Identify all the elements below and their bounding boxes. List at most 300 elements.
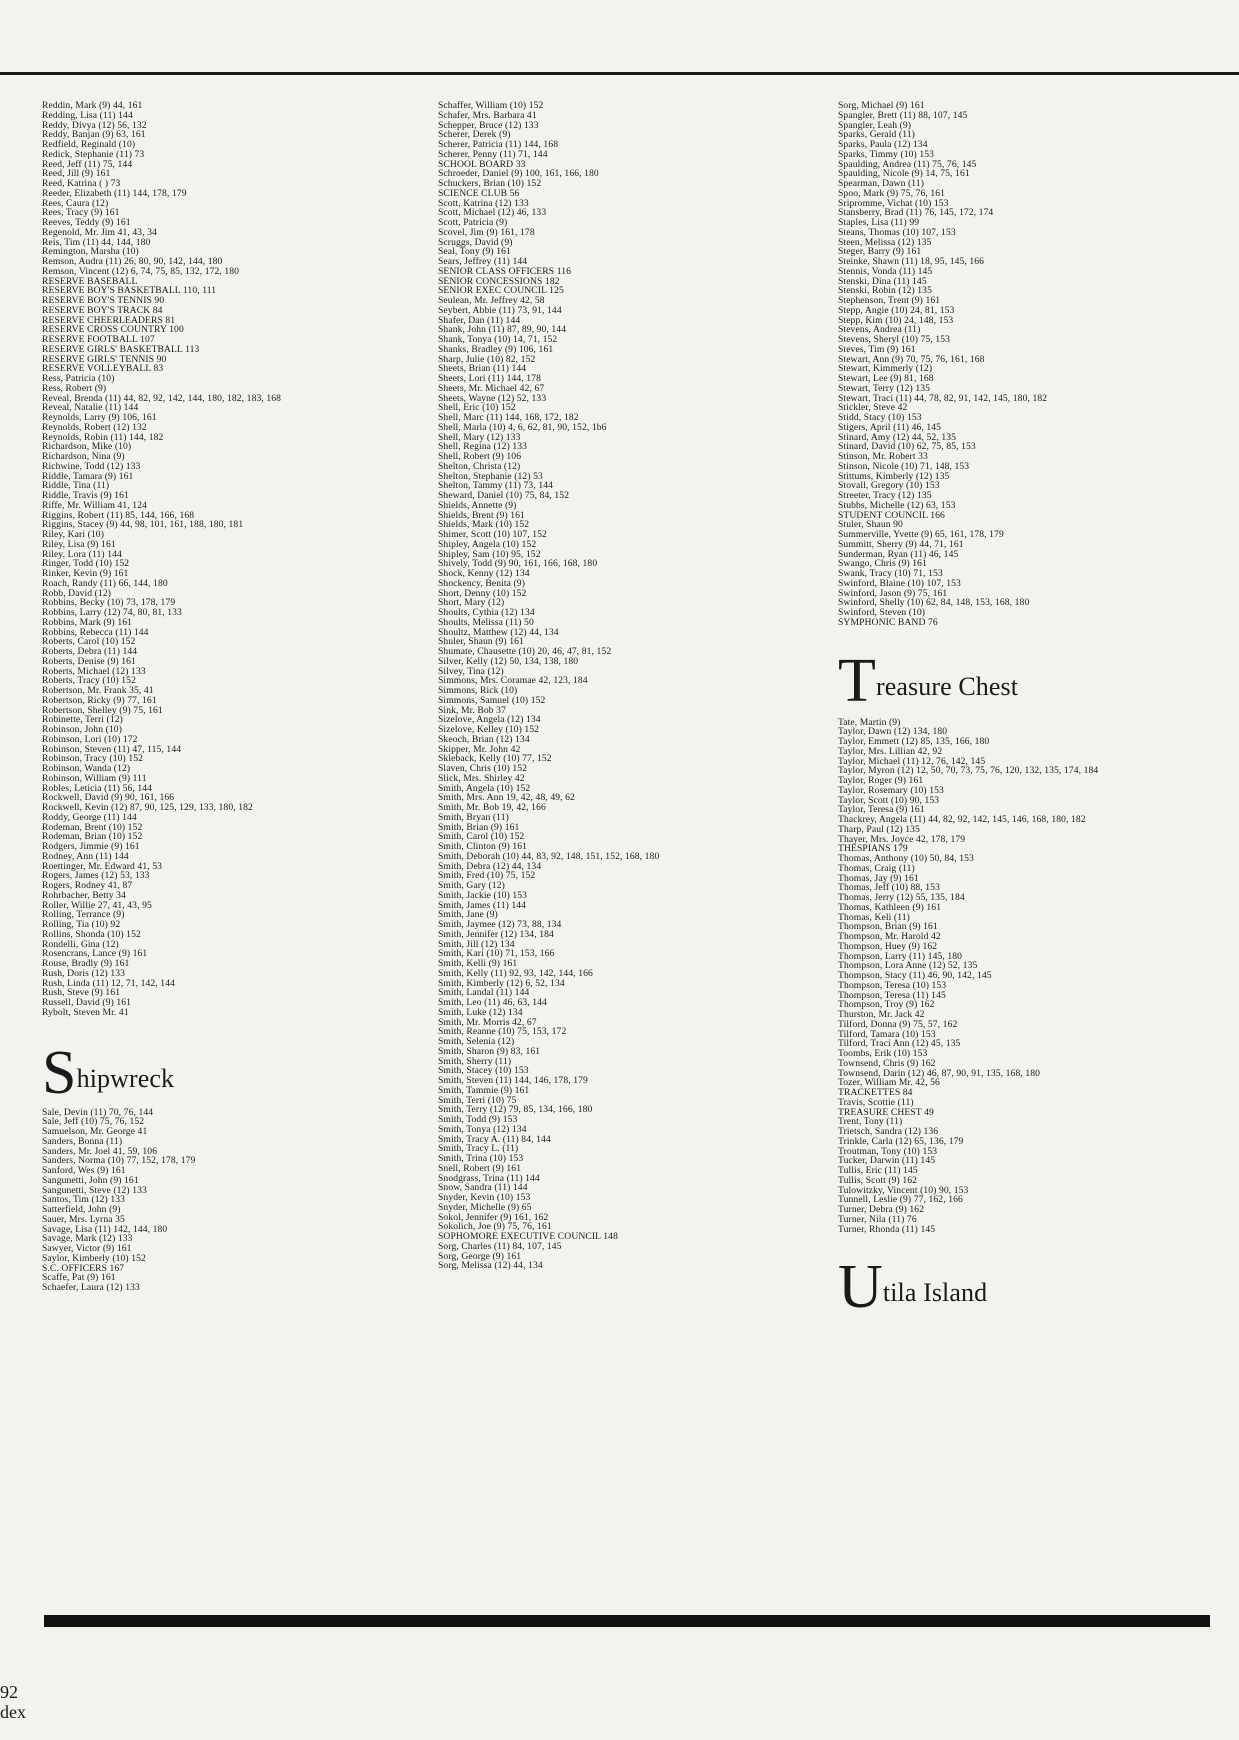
index-entry: Shell, Robert (9) 106	[438, 451, 522, 462]
index-entry: SENIOR EXEC COUNCIL 125	[438, 285, 564, 297]
index-entry: Savage, Mark (12) 133	[42, 1233, 133, 1245]
entry-list-r	[42, 101, 432, 1018]
index-entry: Stigers, April (11) 46, 145	[838, 421, 942, 433]
index-entry: Robbins, Larry (12) 74, 80, 81, 133	[42, 607, 182, 618]
index-entry: Richardson, Nina (9)	[42, 451, 125, 462]
index-entry: Sale, Devin (11) 70, 76, 144	[42, 1106, 154, 1118]
index-entry: Spangler, Brett (11) 88, 107, 145	[838, 109, 968, 121]
index-entry: Thomas, Jeff (10) 88, 153	[838, 882, 940, 894]
index-entry: Riggins, Stacey (9) 44, 98, 101, 161, 188, 180, 181	[42, 519, 244, 531]
index-entry: Stansberry, Brad (11) 76, 145, 172, 174	[838, 207, 994, 219]
index-entry: Seal, Tony (9) 161	[438, 246, 511, 258]
section-heading-shipwreck	[42, 1038, 432, 1107]
index-entry: Trietsch, Sandra (12) 136	[838, 1126, 939, 1137]
index-entry: Robinson, Wanda (12)	[42, 763, 131, 774]
index-entry: Thompson, Brian (9) 161	[838, 921, 938, 933]
index-entry: Shoultz, Matthew (12) 44, 134	[438, 626, 559, 638]
index-entry: Thompson, Lora Anne (12) 52, 135	[838, 960, 978, 972]
index-entry: Rush, Doris (12) 133	[42, 967, 126, 979]
index-entry: Robles, Leticia (11) 56, 144	[42, 782, 153, 794]
index-entry: Smith, Selenia (12)	[438, 1036, 515, 1047]
index-entry: Ress, Patricia (10)	[42, 373, 115, 384]
index-entry: Smith, Tammie (9) 161	[438, 1084, 530, 1096]
index-entry: Simmons, Mrs. Coramae 42, 123, 184	[438, 675, 588, 687]
index-entry: Sauer, Mrs. Lyrna 35	[42, 1213, 125, 1225]
index-entry: Stepp, Kim (10) 24, 148, 153	[838, 314, 954, 326]
index-entry: Sink, Mr. Bob 37	[438, 704, 506, 716]
index-entry: Slick, Mrs. Shirley 42	[438, 772, 525, 784]
index-entry: Riddle, Tamara (9) 161	[42, 470, 134, 482]
index-entry: Rush, Steve (9) 161	[42, 987, 121, 999]
index-entry: Swinford, Shelly (10) 62, 84, 148, 153, 168, 180	[838, 597, 1030, 609]
index-entry: Stidd, Stacy (10) 153	[838, 412, 922, 423]
index-entry: Rogers, Rodney 41, 87	[42, 880, 133, 891]
index-entry: Stickler, Steve 42	[838, 402, 908, 414]
index-entry: Shields, Brent (9) 161	[438, 509, 525, 521]
index-column-3	[838, 101, 1233, 1322]
index-entry: Sheward, Daniel (10) 75, 84, 152	[438, 490, 570, 501]
index-entry: Schafer, Mrs. Barbara 41	[438, 109, 537, 121]
index-entry: RESERVE VOLLEYBALL 83	[42, 363, 164, 375]
index-entry: Summerville, Yvette (9) 65, 161, 178, 179	[838, 529, 1004, 540]
index-entry: Smith, Jackie (10) 153	[438, 889, 528, 901]
index-entry: Staples, Lisa (11) 99	[838, 217, 920, 228]
index-entry: Shelton, Stephanie (12) 53	[438, 470, 543, 482]
index-entry: Stennis, Vonda (11) 145	[838, 265, 933, 277]
index-entry: Remson, Vincent (12) 6, 74, 75, 85, 132, 172, 180	[42, 265, 240, 277]
index-entry: Sheets, Brian (11) 144	[438, 363, 527, 375]
index-entry: Stephenson, Trent (9) 161	[838, 295, 941, 306]
index-entry: Sizelove, Angela (12) 134	[438, 714, 541, 726]
index-entry: RESERVE BOY'S BASKETBALL 110, 111	[42, 285, 217, 297]
heading-initial: U	[838, 1253, 883, 1322]
index-entry: Smith, Terry (12) 79, 85, 134, 166, 180	[438, 1104, 593, 1116]
index-entry: Thomas, Anthony (10) 50, 84, 153	[838, 853, 974, 864]
index-entry: Shafer, Dan (11) 144	[438, 314, 521, 326]
index-entry: Robinson, Steven (11) 47, 115, 144	[42, 743, 182, 755]
index-entry: Smith, Clinton (9) 161	[438, 841, 528, 852]
index-entry: Ress, Robert (9)	[42, 382, 107, 394]
index-entry: Snodgrass, Trina (11) 144	[438, 1172, 540, 1184]
index-entry: Sanford, Wes (9) 161	[42, 1165, 126, 1176]
index-entry: SOPHOMORE EXECUTIVE COUNCIL 148	[438, 1231, 618, 1242]
index-entry: Shelton, Tammy (11) 73, 144	[438, 480, 554, 492]
index-entry: Robb, David (12)	[42, 587, 112, 599]
index-entry: Short, Mary (12)	[438, 597, 505, 609]
index-entry: Schaefer, Laura (12) 133	[42, 1282, 140, 1293]
index-entry: Turner, Rhonda (11) 145	[838, 1223, 936, 1235]
index-entry: Shell, Mary (12) 133	[438, 431, 521, 443]
index-entry: Scruggs, David (9)	[438, 236, 513, 248]
index-entry: S.C. OFFICERS 167	[42, 1262, 125, 1274]
index-entry: RESERVE GIRLS' TENNIS 90	[42, 353, 167, 365]
index-entry: Sanders, Norma (10) 77, 152, 178, 179	[42, 1155, 196, 1167]
index-entry: Taylor, Mrs. Lillian 42, 92	[838, 745, 943, 757]
index-entry: Robinson, Lori (10) 172	[42, 733, 138, 745]
index-entry: Smith, Bryan (11)	[438, 811, 509, 823]
index-entry: Spaulding, Nicole (9) 14, 75, 161	[838, 168, 970, 180]
index-entry: Silvey, Tina (12)	[438, 665, 504, 677]
index-entry: Stewart, Lee (9) 81, 168	[838, 373, 934, 384]
index-entry: Silver, Kelly (12) 50, 134, 138, 180	[438, 655, 579, 667]
index-entry: Swank, Tracy (10) 71, 153	[838, 568, 943, 579]
index-entry: SCIENCE CLUB 56	[438, 187, 520, 199]
index-entry: Roach, Randy (11) 66, 144, 180	[42, 577, 168, 589]
index-entry: Smith, Carol (10) 152	[438, 831, 525, 843]
index-entry: RESERVE GIRLS' BASKETBALL 113	[42, 343, 200, 355]
index-entry: Scovel, Jim (9) 161, 178	[438, 226, 535, 238]
index-entry: Roberts, Carol (10) 152	[42, 636, 136, 648]
index-entry: Tharp, Paul (12) 135	[838, 823, 920, 835]
index-entry: Rees, Caura (12)	[42, 197, 109, 209]
index-entry: RESERVE BOY'S TENNIS 90	[42, 295, 165, 306]
index-entry: Seybert, Abbie (11) 73, 91, 144	[438, 304, 562, 316]
index-entry: Rush, Linda (11) 12, 71, 142, 144	[42, 977, 175, 989]
index-entry: Thompson, Stacy (11) 46, 90, 142, 145	[838, 970, 992, 981]
index-entry: Snyder, Kevin (10) 153	[438, 1192, 531, 1203]
index-entry: Short, Denny (10) 152	[438, 587, 527, 599]
index-entry: Rolling, Terrance (9)	[42, 909, 125, 921]
index-entry: Shelton, Christa (12)	[438, 460, 521, 472]
index-entry: Smith, Brian (9) 161	[438, 821, 520, 833]
section-heading-treasure-chest	[838, 646, 1233, 715]
bottom-rule	[44, 1615, 1210, 1627]
index-entry: Snyder, Michelle (9) 65	[438, 1201, 532, 1213]
index-entry: Sorg, Charles (11) 84, 107, 145	[438, 1240, 562, 1252]
index-entry: Shimer, Scott (10) 107, 152	[438, 529, 547, 540]
index-entry: Thomas, Keli (11)	[838, 911, 910, 923]
index-entry: Thompson, Larry (11) 145, 180	[838, 950, 963, 962]
index-entry: Stinson, Mr. Robert 33	[838, 451, 928, 462]
index-entry: Scott, Michael (12) 46, 133	[438, 207, 547, 219]
section-heading-utila-island	[838, 1253, 1233, 1322]
index-entry: Swinford, Blaine (10) 107, 153	[838, 577, 961, 589]
index-entry: Roberts, Michael (12) 133	[42, 665, 146, 677]
index-entry: Smith, Landal (11) 144	[438, 987, 530, 999]
index-entry: Sawyer, Victor (9) 161	[42, 1243, 132, 1254]
index-entry: Rodney, Ann (11) 144	[42, 850, 129, 862]
index-entry: Smith, Kari (10) 71, 153, 166	[438, 948, 555, 960]
index-entry: Reed, Jill (9) 161	[42, 168, 111, 180]
index-entry: Trinkle, Carla (12) 65, 136, 179	[838, 1135, 964, 1147]
index-entry: Steans, Thomas (10) 107, 153	[838, 226, 956, 238]
index-entry: Smith, Stacey (10) 153	[438, 1065, 529, 1077]
index-entry: Redfield, Reginald (10)	[42, 139, 136, 150]
index-entry: Smith, Sharon (9) 83, 161	[438, 1045, 541, 1057]
index-entry: Scherer, Patricia (11) 144, 168	[438, 139, 559, 150]
index-entry: Swango, Chris (9) 161	[838, 558, 927, 570]
index-entry: Stewart, Terry (12) 135	[838, 382, 931, 394]
index-entry: Thayer, Mrs. Joyce 42, 178, 179	[838, 833, 966, 845]
index-entry: Taylor, Roger (9) 161	[838, 775, 924, 786]
index-entry: Rybolt, Steven Mr. 41	[42, 1006, 129, 1018]
index-entry: Reddy, Banjan (9) 63, 161	[42, 129, 146, 141]
index-entry: Smith, Deborah (10) 44, 83, 92, 148, 151, 152, 168, 180	[438, 850, 660, 862]
index-entry: Thompson, Mr. Harold 42	[838, 931, 941, 942]
top-rule	[0, 72, 1239, 75]
entry-list-s	[42, 1108, 432, 1293]
index-entry: Roberts, Debra (11) 144	[42, 646, 138, 657]
index-entry: Roddy, George (11) 144	[42, 811, 137, 823]
index-entry: Shoults, Cythia (12) 134	[438, 607, 535, 618]
index-entry: Shanks, Bradley (9) 106, 161	[438, 343, 554, 355]
index-entry: Skleback, Kelly (10) 77, 152	[438, 753, 552, 765]
index-entry: SYMPHONIC BAND 76	[838, 616, 938, 628]
index-entry: Smith, Fred (10) 75, 152	[438, 870, 536, 882]
index-entry: Simmons, Rick (10)	[438, 685, 518, 696]
index-entry: Sheets, Mr. Michael 42, 67	[438, 382, 545, 394]
index-entry: Thompson, Huey (9) 162	[838, 940, 938, 952]
index-entry: Redding, Lisa (11) 144	[42, 109, 133, 121]
index-entry: Satterfield, John (9)	[42, 1204, 121, 1215]
index-entry: Streeter, Tracy (12) 135	[838, 490, 932, 501]
index-entry: Shipley, Angela (10) 152	[438, 538, 537, 550]
index-entry: Thompson, Teresa (11) 145	[838, 989, 946, 1001]
index-entry: Rohrbacher, Betty 34	[42, 889, 126, 901]
index-entry: Ringer, Todd (10) 152	[42, 558, 130, 570]
index-entry: Robinson, Tracy (10) 152	[42, 753, 144, 765]
index-entry: Savage, Lisa (11) 142, 144, 180	[42, 1223, 168, 1235]
index-entry: Shields, Annette (9)	[438, 499, 517, 511]
index-entry: Scott, Katrina (12) 133	[438, 197, 529, 209]
index-entry: Smith, Jill (12) 134	[438, 938, 515, 950]
index-entry: Remington, Marsha (10)	[42, 246, 139, 258]
index-entry: Redick, Stephanie (11) 73	[42, 148, 145, 160]
index-entry: Russell, David (9) 161	[42, 997, 132, 1008]
heading-initial: T	[838, 646, 876, 715]
index-entry: Shank, Tonya (10) 14, 71, 152	[438, 334, 558, 345]
index-entry: Thomas, Jerry (12) 55, 135, 184	[838, 892, 965, 903]
index-entry: Rouse, Bradly (9) 161	[42, 958, 130, 969]
index-entry: Tullis, Scott (9) 162	[838, 1174, 918, 1186]
index-entry: Smith, Leo (11) 46, 63, 144	[438, 997, 547, 1008]
index-entry: Reynolds, Larry (9) 106, 161	[42, 412, 157, 423]
index-entry: Stewart, Ann (9) 70, 75, 76, 161, 168	[838, 353, 985, 365]
index-entry: Robinson, William (9) 111	[42, 772, 147, 784]
index-entry: Shell, Marc (11) 144, 168, 172, 182	[438, 412, 579, 423]
index-entry: Tozer, William Mr. 42, 56	[838, 1077, 940, 1089]
index-entry: Smith, Tracy L. (11)	[438, 1143, 519, 1155]
index-entry: Spearman, Dawn (11)	[838, 178, 924, 189]
index-entry: Sheets, Lori (11) 144, 178	[438, 373, 541, 384]
index-entry: Smith, Kelly (11) 92, 93, 142, 144, 166	[438, 967, 593, 979]
index-entry: Rockwell, David (9) 90, 161, 166	[42, 792, 175, 804]
index-entry: Reeder, Elizabeth (11) 144, 178, 179	[42, 187, 187, 199]
index-entry: RESERVE CROSS COUNTRY 100	[42, 324, 184, 336]
index-entry: Thompson, Troy (9) 162	[838, 999, 935, 1011]
index-entry: Rollins, Shonda (10) 152	[42, 928, 141, 940]
index-entry: Riffe, Mr. William 41, 124	[42, 499, 147, 511]
index-entry: Shank, John (11) 87, 89, 90, 144	[438, 324, 567, 336]
index-entry: Sangunetti, Steve (12) 133	[42, 1184, 147, 1196]
index-entry: Scherer, Penny (11) 71, 144	[438, 148, 548, 160]
index-entry: Reed, Jeff (11) 75, 144	[42, 158, 133, 170]
index-entry: Stenski, Robin (12) 135	[838, 285, 932, 297]
index-entry: Tulowitzky, Vincent (10) 90, 153	[838, 1184, 969, 1196]
index-entry: Reis, Tim (11) 44, 144, 180	[42, 236, 151, 248]
index-entry: Scaffe, Pat (9) 161	[42, 1272, 116, 1284]
index-entry: Roller, Willie 27, 41, 43, 95	[42, 899, 152, 911]
index-entry: Sale, Jeff (10) 75, 76, 152	[42, 1116, 145, 1128]
index-entry: Scott, Patricia (9)	[438, 217, 508, 228]
index-entry: Shields, Mark (10) 152	[438, 519, 530, 531]
page-folio	[0, 1682, 26, 1722]
index-entry: Snell, Robert (9) 161	[438, 1162, 522, 1174]
index-entry: Stinard, David (10) 62, 75, 85, 153	[838, 441, 976, 453]
index-entry: Reynolds, Robert (12) 132	[42, 421, 147, 433]
page-label: dex	[0, 1702, 26, 1722]
index-entry: Rogers, James (12) 53, 133	[42, 870, 150, 882]
index-entry: Smith, Steven (11) 144, 146, 178, 179	[438, 1075, 588, 1086]
index-entry: Stubbs, Michelle (12) 63, 153	[838, 499, 956, 511]
index-entry: Sokol, Jennifer (9) 161, 162	[438, 1211, 549, 1223]
index-entry: Shell, Regina (12) 133	[438, 441, 528, 453]
index-entry: Smith, Angela (10) 152	[438, 782, 531, 794]
index-entry: Smith, Tonya (12) 134	[438, 1123, 527, 1135]
index-entry: Sizelove, Kelley (10) 152	[438, 724, 540, 735]
index-entry: Robbins, Rebecca (11) 144	[42, 626, 149, 638]
index-entry: Shockency, Benita (9)	[438, 577, 525, 589]
index-entry: Schaffer, William (10) 152	[438, 100, 544, 111]
index-entry: RESERVE BOY'S TRACK 84	[42, 304, 163, 316]
index-entry: Smith, Kimberly (12) 6, 52, 134	[438, 977, 565, 989]
index-entry: Robbins, Becky (10) 73, 178, 179	[42, 597, 176, 609]
index-entry: Taylor, Michael (11) 12, 76, 142, 145	[838, 755, 986, 767]
index-entry: Skipper, Mr. John 42	[438, 743, 521, 755]
index-entry: Santos, Tim (12) 133	[42, 1194, 126, 1206]
index-entry: Reed, Katrina ( ) 73	[42, 178, 121, 189]
index-entry: Shoults, Melissa (11) 50	[438, 616, 534, 628]
index-entry: Reveal, Natalie (11) 144	[42, 402, 139, 414]
index-entry: TRACKETTES 84	[838, 1087, 913, 1098]
index-entry: Skeoch, Brian (12) 134	[438, 733, 530, 745]
index-entry: Rodeman, Brent (10) 152	[42, 821, 143, 833]
index-entry: Roberts, Denise (9) 161	[42, 655, 136, 667]
index-entry: Remson, Audra (11) 26, 80, 90, 142, 144, 180	[42, 256, 223, 267]
index-entry: Tate, Martin (9)	[838, 716, 901, 728]
index-entry: Steves, Tim (9) 161	[838, 343, 916, 355]
index-entry: Smith, Mrs. Ann 19, 42, 48, 49, 62	[438, 792, 575, 804]
index-entry: Seulean, Mr. Jeffrey 42, 58	[438, 295, 545, 306]
index-entry: Richwine, Todd (12) 133	[42, 460, 141, 472]
index-entry: Rodeman, Brian (10) 152	[42, 831, 143, 843]
index-entry: Smith, Debra (12) 44, 134	[438, 860, 542, 872]
index-entry: STUDENT COUNCIL 166	[838, 509, 945, 521]
index-entry: Tunnell, Leslie (9) 77, 162, 166	[838, 1194, 963, 1206]
index-entry: Stewart, Kimmerly (12)	[838, 363, 933, 375]
index-entry: Spoo, Mark (9) 75, 76, 161	[838, 187, 946, 199]
index-entry: Reddy, Divya (12) 56, 132	[42, 119, 147, 131]
index-entry: Townsend, Chris (9) 162	[838, 1057, 936, 1069]
index-entry: Trent, Tony (11)	[838, 1116, 903, 1128]
index-entry: Taylor, Teresa (9) 161	[838, 804, 925, 816]
index-entry: Roberts, Tracy (10) 152	[42, 675, 136, 687]
index-entry: SENIOR CLASS OFFICERS 116	[438, 265, 572, 277]
index-entry: Shipley, Sam (10) 95, 152	[438, 548, 541, 560]
index-column-2	[438, 101, 828, 1271]
index-entry: Riddle, Tina (11)	[42, 480, 110, 492]
index-entry: Tilford, Tamara (10) 153	[838, 1028, 936, 1040]
index-entry: Schepper, Bruce (12) 133	[438, 119, 539, 131]
index-entry: Rinker, Kevin (9) 161	[42, 568, 129, 579]
index-entry: Robinson, John (10)	[42, 724, 122, 735]
index-entry: Roettinger, Mr. Edward 41, 53	[42, 860, 163, 872]
index-entry: Slaven, Chris (10) 152	[438, 763, 528, 774]
index-entry: RESERVE CHEERLEADERS 81	[42, 314, 176, 326]
index-entry: Sharp, Julie (10) 82, 152	[438, 353, 536, 365]
index-entry: Toombs, Erik (10) 153	[838, 1048, 928, 1059]
index-entry: Scherer, Derek (9)	[438, 129, 511, 141]
index-entry: Rolling, Tia (10) 92	[42, 919, 121, 930]
index-entry: Simmons, Samuel (10) 152	[438, 694, 546, 706]
index-entry: Stuler, Shaun 90	[838, 519, 903, 531]
index-entry: Riggins, Robert (11) 85, 144, 166, 168	[42, 509, 195, 521]
index-entry: Reynolds, Robin (11) 144, 182	[42, 431, 164, 443]
index-entry: Sanders, Bonna (11)	[42, 1135, 123, 1147]
index-entry: Sorg, George (9) 161	[438, 1250, 522, 1262]
index-entry: Robinette, Terri (12)	[42, 714, 123, 726]
index-entry: Richardson, Mike (10)	[42, 441, 132, 453]
entry-list-s-continued	[438, 101, 828, 1271]
index-entry: Robertson, Shelley (9) 75, 161	[42, 704, 163, 716]
index-entry: Thurston, Mr. Jack 42	[838, 1009, 925, 1020]
index-entry: Regenold, Mr. Jim 41, 43, 34	[42, 226, 157, 238]
index-entry: Smith, Reanne (10) 75, 153, 172	[438, 1026, 567, 1038]
index-entry: Rees, Tracy (9) 161	[42, 207, 120, 219]
index-entry: Reeves, Teddy (9) 161	[42, 217, 131, 228]
index-entry: Stewart, Traci (11) 44, 78, 82, 91, 142, 145, 180, 182	[838, 392, 1048, 404]
index-entry: Sorg, Michael (9) 161	[838, 100, 925, 111]
index-entry: Thompson, Teresa (10) 153	[838, 979, 947, 991]
index-entry: Spangler, Leah (9)	[838, 119, 912, 131]
index-entry: Riley, Lisa (9) 161	[42, 538, 116, 550]
index-entry: Turner, Debra (9) 162	[838, 1204, 925, 1215]
index-entry: Reddin, Mark (9) 44, 161	[42, 100, 143, 111]
index-entry: Troutman, Tony (10) 153	[838, 1145, 938, 1157]
index-entry: Smith, Terri (10) 75	[438, 1094, 517, 1106]
index-entry: Spaulding, Andrea (11) 75, 76, 145	[838, 158, 977, 170]
index-entry: Steinke, Shawn (11) 18, 95, 145, 166	[838, 256, 985, 267]
index-entry: Rockwell, Kevin (12) 87, 90, 125, 129, 133, 180, 182	[42, 802, 253, 813]
index-entry: RESERVE FOOTBALL 107	[42, 334, 155, 345]
index-entry: Shell, Eric (10) 152	[438, 402, 516, 414]
index-entry: Sunderman, Ryan (11) 46, 145	[838, 548, 959, 560]
index-entry: Riley, Lora (11) 144	[42, 548, 122, 560]
index-entry: Smith, Todd (9) 153	[438, 1114, 518, 1125]
index-entry: Sokolich, Joe (9) 75, 76, 161	[438, 1221, 552, 1233]
index-entry: Stepp, Angie (10) 24, 81, 153	[838, 304, 955, 316]
index-entry: Schuckers, Brian (10) 152	[438, 178, 542, 189]
index-entry: Turner, Nila (11) 76	[838, 1213, 917, 1225]
index-entry: Tucker, Darwin (11) 145	[838, 1155, 936, 1167]
index-entry: THESPIANS 179	[838, 843, 908, 855]
index-entry: Taylor, Rosemary (10) 153	[838, 784, 944, 796]
heading-text: hipwreck	[76, 1063, 175, 1093]
heading-text: tila Island	[882, 1278, 988, 1308]
index-entry: Swinford, Steven (10)	[838, 607, 926, 618]
entry-list-t	[838, 718, 1233, 1235]
index-entry: Smith, Gary (12)	[438, 880, 505, 891]
index-entry: Smith, Jane (9)	[438, 909, 498, 921]
index-entry: Townsend, Darin (12) 46, 87, 90, 91, 135, 168, 180	[838, 1067, 1041, 1079]
index-entry: Stevens, Andrea (11)	[838, 324, 921, 336]
index-entry: Smith, Mr. Bob 19, 42, 166	[438, 802, 546, 813]
index-entry: Stevens, Sheryl (10) 75, 153	[838, 334, 951, 345]
index-entry: Stinson, Nicole (10) 71, 148, 153	[838, 460, 970, 472]
index-entry: Smith, Sherry (11)	[438, 1055, 512, 1067]
index-entry: RESERVE BASEBALL	[42, 275, 138, 287]
index-entry: Thomas, Jay (9) 161	[838, 872, 919, 884]
